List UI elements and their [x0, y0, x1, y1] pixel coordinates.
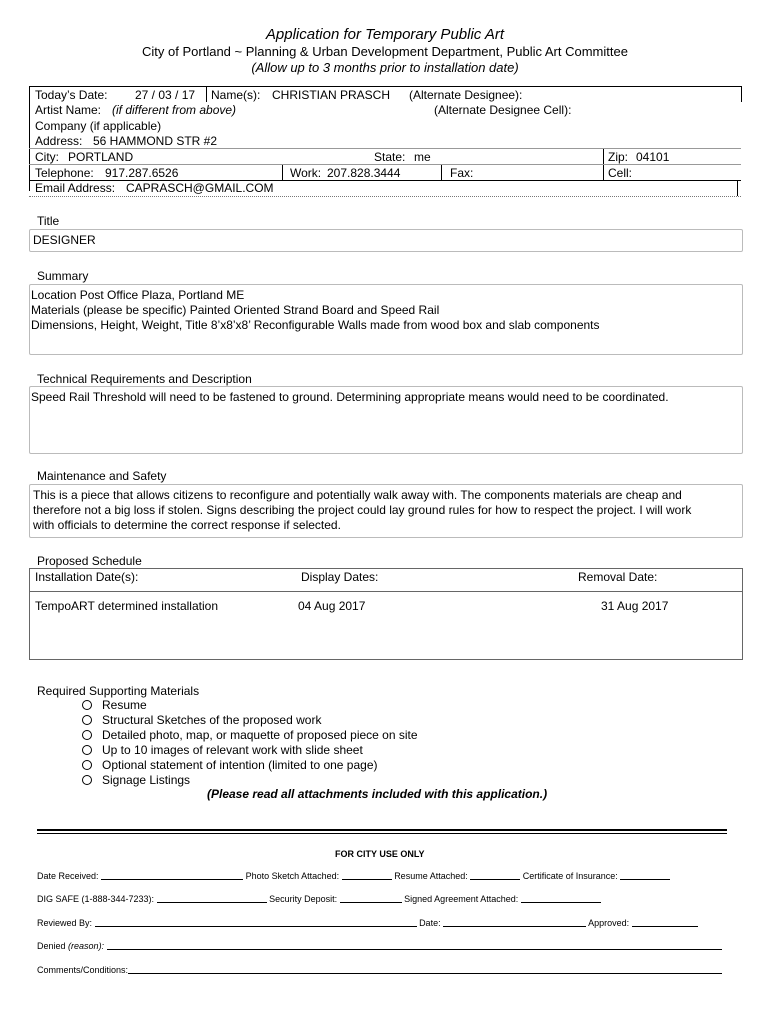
names-label: Name(s): — [211, 88, 261, 102]
telephone-value[interactable]: 917.287.6526 — [105, 166, 179, 180]
denied-reason-label: (reason): — [68, 941, 105, 951]
cell-label: Cell: — [608, 166, 633, 180]
state-label: State: — [374, 150, 406, 164]
list-item: Optional statement of intention (limited to one page) — [82, 758, 418, 773]
signed-agreement-label: Signed Agreement Attached: — [404, 894, 519, 904]
photo-sketch-field[interactable] — [342, 870, 392, 880]
title-section-label: Title — [37, 214, 60, 228]
security-deposit-field[interactable] — [340, 893, 402, 903]
city-use-row-3 — [37, 917, 698, 928]
city-use-row-1 — [37, 870, 670, 881]
removal-date-label: Removal Date: — [578, 570, 658, 584]
todays-date-label: Today’s Date: — [35, 88, 108, 102]
form-title: Application for Temporary Public Art — [265, 26, 505, 43]
city-use-row-2 — [37, 893, 601, 904]
signed-agreement-field[interactable] — [521, 893, 601, 903]
date-received-field[interactable] — [101, 870, 243, 880]
title-value: DESIGNER — [33, 233, 96, 247]
summary-line: Location Post Office Plaza, Portland ME — [31, 288, 245, 302]
resume-attached-field[interactable] — [470, 870, 520, 880]
city-use-row-5 — [37, 964, 722, 975]
zip-label: Zip: — [608, 150, 629, 164]
maintenance-label: Maintenance and Safety — [37, 469, 167, 483]
work-label: Work: — [290, 166, 322, 180]
artist-name-label: Artist Name: — [35, 103, 102, 117]
zip-value[interactable]: 04101 — [636, 150, 670, 164]
list-item: Resume — [82, 698, 418, 713]
approved-label: Approved: — [588, 918, 630, 928]
summary-label: Summary — [37, 269, 89, 283]
email-label: Email Address: — [35, 181, 116, 195]
circle-bullet-icon — [82, 730, 92, 740]
certificate-field[interactable] — [620, 870, 670, 880]
summary-text — [31, 288, 600, 333]
circle-bullet-icon — [82, 700, 92, 710]
city-use-row-4 — [37, 940, 722, 951]
denied-reason-field[interactable] — [107, 940, 722, 950]
summary-line: Materials (please be specific) Painted Oriented Strand Board and Speed Rail — [31, 303, 440, 317]
divider — [37, 833, 727, 834]
telephone-label: Telephone: — [35, 166, 94, 180]
reviewed-by-label: Reviewed By: — [37, 918, 93, 928]
attachments-note: (Please read all attachments included with this application.) — [207, 787, 548, 801]
work-value[interactable]: 207.828.3444 — [327, 166, 401, 180]
address-value[interactable]: 56 HAMMOND STR #2 — [93, 134, 218, 148]
installation-dates-value[interactable]: TempoART determined installation — [35, 599, 218, 613]
supporting-materials-label: Required Supporting Materials — [37, 684, 200, 698]
fax-label: Fax: — [450, 166, 474, 180]
list-item: Detailed photo, map, or maquette of proposed piece on site — [82, 728, 418, 743]
circle-bullet-icon — [82, 715, 92, 725]
circle-bullet-icon — [82, 745, 92, 755]
date-received-label: Date Received: — [37, 871, 99, 881]
removal-date-value[interactable]: 31 Aug 2017 — [601, 599, 669, 613]
review-date-field[interactable] — [443, 917, 586, 927]
denied-label: Denied — [37, 941, 66, 951]
list-item: Up to 10 images of relevant work with slide sheet — [82, 743, 418, 758]
maintenance-line: with officials to determine the correct response if selected. — [33, 518, 341, 532]
circle-bullet-icon — [82, 760, 92, 770]
certificate-label: Certificate of Insurance: — [522, 871, 618, 881]
comments-field[interactable] — [128, 964, 722, 974]
circle-bullet-icon — [82, 775, 92, 785]
review-date-label: Date: — [419, 918, 441, 928]
form-note: (Allow up to 3 months prior to installation date) — [251, 60, 519, 75]
alternate-designee-label: (Alternate Designee): — [409, 88, 523, 102]
artist-name-hint: (if different from above) — [112, 103, 237, 117]
photo-sketch-label: Photo Sketch Attached: — [245, 871, 340, 881]
form-subtitle: City of Portland ~ Planning & Urban Development Department, Public Art Committee — [142, 44, 628, 59]
technical-text: Speed Rail Threshold will need to be fastened to ground. Determining appropriate means would need to be coordinated. — [31, 390, 669, 404]
schedule-label: Proposed Schedule — [37, 554, 142, 568]
maintenance-text — [33, 488, 691, 533]
title-field[interactable] — [29, 229, 743, 252]
dig-safe-label: DIG SAFE (1-888-344-7233): — [37, 894, 155, 904]
list-item: Signage Listings — [82, 773, 418, 788]
company-label: Company (if applicable) — [35, 119, 162, 133]
list-item: Structural Sketches of the proposed work — [82, 713, 418, 728]
maintenance-line: therefore not a big loss if stolen. Signs describing the project could lay ground rules for how to respect the project. I will work — [33, 503, 692, 517]
email-value[interactable]: CAPRASCH@GMAIL.COM — [126, 181, 274, 195]
names-value[interactable]: CHRISTIAN PRASCH — [272, 88, 391, 102]
alternate-designee-cell-label: (Alternate Designee Cell): — [434, 103, 572, 117]
installation-dates-label: Installation Date(s): — [35, 570, 139, 584]
city-label: City: — [35, 150, 59, 164]
resume-attached-label: Resume Attached: — [394, 871, 468, 881]
approved-field[interactable] — [632, 917, 698, 927]
comments-label: Comments/Conditions: — [37, 965, 129, 975]
supporting-materials-list — [82, 698, 418, 788]
todays-date-value[interactable]: 27 / 03 / 17 — [135, 88, 196, 102]
city-use-title: FOR CITY USE ONLY — [335, 849, 425, 859]
summary-line: Dimensions, Height, Weight, Title 8’x8’x8’ Reconfigurable Walls made from wood box and slab components — [31, 318, 600, 332]
address-label: Address: — [35, 134, 83, 148]
dig-safe-field[interactable] — [157, 893, 267, 903]
divider — [37, 829, 727, 831]
technical-label: Technical Requirements and Description — [37, 372, 252, 386]
display-dates-label: Display Dates: — [301, 570, 379, 584]
display-dates-value[interactable]: 04 Aug 2017 — [298, 599, 366, 613]
maintenance-line: This is a piece that allows citizens to reconfigure and potentially walk away with. The components materials are cheap and — [33, 488, 682, 502]
reviewed-by-field[interactable] — [95, 917, 417, 927]
city-value[interactable]: PORTLAND — [68, 150, 134, 164]
security-deposit-label: Security Deposit: — [269, 894, 338, 904]
state-value[interactable]: me — [414, 150, 431, 164]
